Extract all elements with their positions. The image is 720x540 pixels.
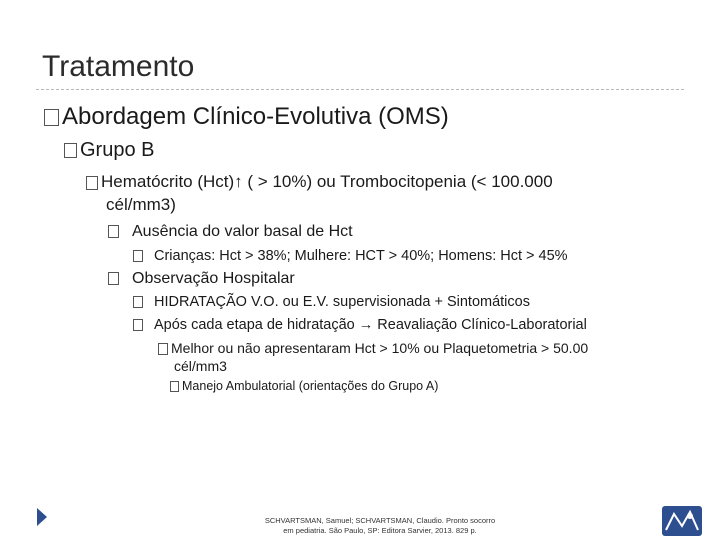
bullet-level3-text: Hematócrito (Hct)↑ ( > 10%) ou Trombocitopenia (< 100.000	[101, 172, 553, 191]
citation-line: em pediatria. São Paulo, SP: Editora Sarvier, 2013. 829 p.	[283, 526, 477, 535]
bullet-level5-reference-values	[133, 248, 568, 264]
bullet-level5-reassessment	[133, 317, 587, 333]
bullet-level7-text: Manejo Ambulatorial (orientações do Grupo A)	[182, 379, 439, 393]
ucb-logo	[662, 506, 702, 536]
bullet-level6-continuation: cél/mm3	[174, 358, 227, 374]
play-arrow-icon[interactable]	[36, 507, 48, 527]
bullet-level4-baseline-text: Ausência do valor basal de Hct	[132, 223, 353, 240]
bullet-level6-text: Melhor ou não apresentaram Hct > 10% ou Plaquetometria > 50.00	[171, 340, 589, 356]
citation	[230, 516, 530, 536]
checkbox-square-icon	[108, 272, 119, 285]
checkbox-square-icon	[44, 109, 59, 126]
bullet-level5-hydration	[133, 294, 530, 310]
bullet-level3	[86, 172, 553, 192]
bullet-level4-baseline	[108, 223, 353, 241]
citation-line: SCHVARTSMAN, Samuel; SCHVARTSMAN, Claudio. Pronto socorro	[264, 516, 496, 525]
checkbox-square-icon	[64, 143, 77, 158]
bullet-level4-observation	[108, 270, 295, 288]
checkbox-square-icon	[108, 225, 119, 238]
bullet-level1-text: Abordagem Clínico-Evolutiva (OMS)	[62, 103, 449, 130]
bullet-level4-observation-text: Observação Hospitalar	[132, 270, 295, 287]
bullet-level2-text: Grupo B	[80, 139, 155, 161]
bullet-level7	[170, 379, 438, 393]
bullet-level5-reference-values-text: Crianças: Hct > 38%; Mulhere: HCT > 40%; Homens: Hct > 45%	[154, 248, 568, 264]
bullet-level1	[44, 103, 449, 131]
checkbox-square-icon	[86, 176, 98, 190]
checkbox-square-icon	[133, 296, 143, 308]
slide-title: Tratamento	[42, 50, 195, 83]
bullet-level5-hydration-text: HIDRATAÇÃO V.O. ou E.V. supervisionada + Sintomáticos	[154, 294, 530, 310]
bullet-level5-reassessment-text: Após cada etapa de hidratação → Reavaliação Clínico-Laboratorial	[154, 317, 587, 333]
bullet-level2	[64, 139, 154, 162]
checkbox-square-icon	[158, 343, 168, 355]
checkbox-square-icon	[133, 250, 143, 262]
bullet-level3-continuation: cél/mm3)	[106, 195, 176, 214]
title-divider	[36, 89, 684, 90]
bullet-level6	[158, 340, 588, 356]
checkbox-square-icon	[170, 381, 179, 392]
checkbox-square-icon	[133, 319, 143, 331]
